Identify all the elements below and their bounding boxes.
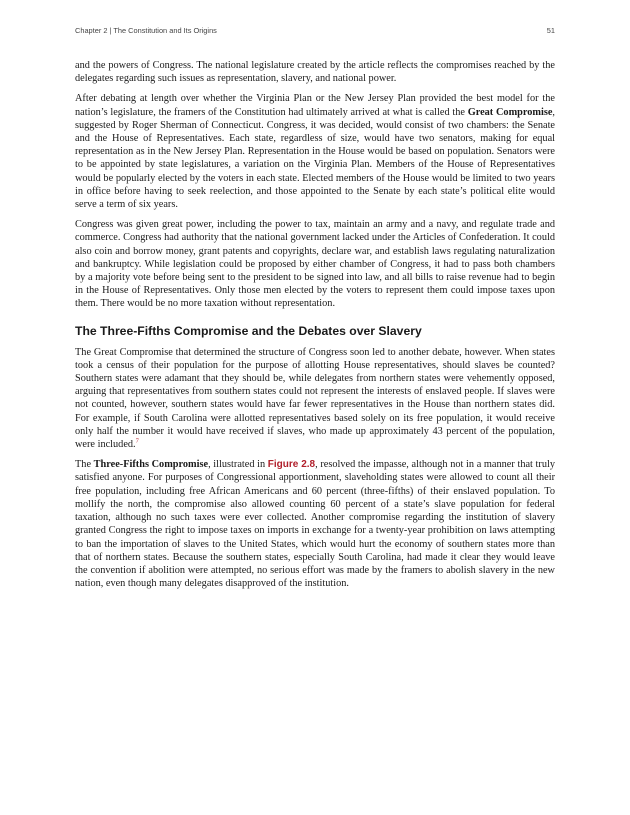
footnote-marker[interactable]: 7 bbox=[135, 437, 139, 445]
page-number: 51 bbox=[546, 26, 555, 35]
section-heading: The Three-Fifths Compromise and the Debates over Slavery bbox=[75, 323, 422, 338]
body-text bbox=[75, 59, 555, 597]
figure-link[interactable]: Figure 2.8 bbox=[267, 459, 316, 471]
key-term-three-fifths-compromise: Three-Fifths Compromise bbox=[93, 459, 209, 471]
paragraph-text: , resolved the impasse, although not in a manner that truly satisfied anyone. For purposes of Congressional apportionment, slaveholding states were allowed to count all their free population, including free African Americans and 60 percent (three-fifths) of their enslaved population. To mollify the north, the compromise also allowed counting 60 percent of a state’s slave population for federal taxation, although no such taxes were ever collected. Another compromise regarding the institution of slavery granted Congress the right to impose taxes on imports in exchange for a twenty-year prohibition on laws attempting to ban the importation of slaves to the United States, which would hurt the economy of southern states more than that of northern states. Because the southern states, especially South Carolina, had made it clear they would leave the convention if abolition were attempted, no serious effort was made by the framers to abolish slavery in the new nation, even though many delegates disapproved of the institution. bbox=[75, 459, 555, 590]
paragraph-census-debate bbox=[75, 346, 555, 452]
paragraph-text: The Great Compromise that determined the structure of Congress soon led to another debate, however. When states took a census of their population for the purpose of allotting House representatives, should slaves be counted? Southern states were adamant that they should be, while delegates from northern states were vehemently opposed, arguing that representatives from southern states could not represent the interests of enslaved people. If slaves were not counted, however, southern states would have far fewer representatives in the House than northern states did. For example, if South Carolina were allotted representatives based solely on its free population, it would receive only half the number it would have received if slaves, who made up approximately 43 percent of the population, were included. bbox=[75, 346, 555, 451]
paragraph-text: , illustrated in bbox=[208, 459, 268, 471]
chapter-title: Chapter 2 | The Constitution and Its Origins bbox=[75, 26, 217, 35]
paragraph-text: , suggested by Roger Sherman of Connecticut. Congress, it was decided, would consist of two chambers: the Senate and the House of Representatives. Each state, regardless of size, would have two senators, making for equal representation as in the New Jersey Plan. Representation in the House would be based on population. Senators were to be appointed by state legislatures, a variation on the Virginia Plan. Members of the House of Representatives would be popularly elected by the voters in each state. Elected members of the House would be limited to two years in office before having to seek reelection, and those appointed to the Senate by each state’s political elite would serve a term of six years. bbox=[75, 106, 555, 211]
running-header bbox=[75, 26, 555, 38]
paragraph-congress-powers-intro bbox=[75, 59, 555, 85]
paragraph-text: and the powers of Congress. The national legislature created by the article reflects the compromises reached by the delegates regarding such issues as representation, slavery, and national power. bbox=[75, 60, 555, 85]
paragraph-text: Congress was given great power, including the power to tax, maintain an army and a navy, and regulate trade and commerce. Congress had authority that the national government lacked under the Articles of Confederation. It could also coin and borrow money, grant patents and copyrights, declare war, and establish laws regulating naturalization and bankruptcy. While legislation could be proposed by either chamber of Congress, it had to pass both chambers by a majority vote before being sent to the president to be signed into law, and all bills to raise revenue had to begin in the House of Representatives. Only those men elected by the voters to represent them could impose taxes upon them. There would be no more taxation without representation. bbox=[75, 219, 555, 310]
paragraph-great-compromise bbox=[75, 92, 555, 211]
paragraph-congress-authority bbox=[75, 218, 555, 310]
key-term-great-compromise: Great Compromise bbox=[467, 106, 553, 118]
paragraph-text: After debating at length over whether the Virginia Plan or the New Jersey Plan provided the best model for the nation’s legislature, the framers of the Constitution had ultimately arrived at what is called the bbox=[75, 93, 555, 118]
paragraph-text: The bbox=[75, 459, 94, 471]
paragraph-three-fifths bbox=[75, 458, 555, 590]
